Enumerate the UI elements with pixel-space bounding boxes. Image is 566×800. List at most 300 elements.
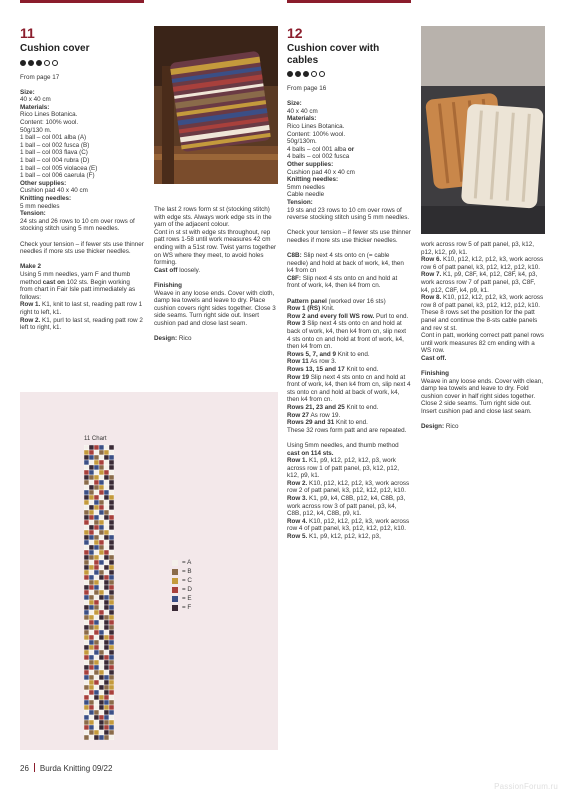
- row-text: K1, purl to last st, reading patt row 2 left to right, k1.: [20, 316, 143, 332]
- chart-cell: [99, 565, 104, 570]
- chart-cell: [94, 625, 99, 630]
- chart-cell: [109, 575, 114, 580]
- chart-cell: [94, 445, 99, 450]
- chart-cell: [109, 725, 114, 730]
- chart-cell: [89, 730, 94, 735]
- chart-cell: [104, 735, 109, 740]
- chart-cell: [94, 455, 99, 460]
- chart-cell: [89, 445, 94, 450]
- difficulty-dot: [36, 60, 42, 66]
- row-text: Knit to end.: [337, 350, 370, 358]
- chart-cell: [84, 670, 89, 675]
- chart-cell: [104, 715, 109, 720]
- chart-cell: [89, 700, 94, 705]
- chart-cell: [89, 580, 94, 585]
- chart-cell: [99, 590, 104, 595]
- chart-cell: [89, 630, 94, 635]
- chart-cell: [109, 545, 114, 550]
- material-or: or: [347, 145, 355, 153]
- chart-cell: [99, 720, 104, 725]
- chart-cell: [84, 630, 89, 635]
- chart-cell: [104, 670, 109, 675]
- chart-cell: [84, 655, 89, 660]
- chart-cell: [84, 565, 89, 570]
- chart-cell: [94, 475, 99, 480]
- chart-cell: [109, 660, 114, 665]
- chart-cell: [89, 655, 94, 660]
- cast-off-label: Cast off: [154, 266, 178, 274]
- chart-cell: [94, 655, 99, 660]
- chart-cell: [109, 615, 114, 620]
- other-supplies-heading: Other supplies:: [287, 160, 334, 168]
- row-label: Row 1 (RS): [287, 305, 321, 313]
- chart-cell: [99, 640, 104, 645]
- row-text: Slip next 4 sts onto cn and hold at front of work, k4, then k4 from cn, slip next 4 sts onto cn and hold at back of work, k4, then k4 from cn.: [287, 373, 411, 404]
- chart-cell: [84, 525, 89, 530]
- chart-cell: [104, 710, 109, 715]
- design-label: Design:: [154, 335, 178, 343]
- difficulty-dot: [52, 60, 58, 66]
- chart-cells: [84, 445, 114, 740]
- chart-cell: [104, 595, 109, 600]
- row-text: Knit to end.: [336, 419, 368, 427]
- chart-cell: [109, 465, 114, 470]
- chart-cell: [104, 615, 109, 620]
- row-text: K1, p9, k4, C8B, p12, k4, C8B, p3, work across row 3 of patt panel, p3, k4, C8B, p12, k4, C8B, p9, k1.: [287, 495, 406, 518]
- chart-cell: [109, 565, 114, 570]
- chart-cell: [89, 520, 94, 525]
- chart-cell: [94, 530, 99, 535]
- chart-cell: [94, 700, 99, 705]
- chart-cell: [104, 530, 109, 535]
- panel-note: (worked over 16 sts): [328, 297, 386, 305]
- chart-cell: [89, 690, 94, 695]
- chart-cell: [99, 570, 104, 575]
- chart-cell: [84, 555, 89, 560]
- legend-label: = A: [182, 558, 192, 566]
- row-label: Row 1.: [20, 301, 41, 309]
- chart-cell: [104, 650, 109, 655]
- row-label: Row 7.: [421, 271, 442, 279]
- legend-swatch: [172, 578, 178, 584]
- repeat-note: These 32 rows form patt and are repeated.: [287, 426, 407, 434]
- legend-item: [172, 585, 192, 594]
- tension-heading: Tension:: [287, 198, 313, 206]
- fair-isle-chart: [84, 445, 114, 740]
- chart-cell: [104, 630, 109, 635]
- chart-cell: [104, 665, 109, 670]
- difficulty-dot: [295, 71, 301, 77]
- material-line: 1 ball – col 004 rubra (D): [20, 157, 90, 165]
- row-2: [20, 317, 144, 332]
- chart-cell: [99, 705, 104, 710]
- material-line: 50g/130m.: [287, 138, 317, 146]
- legend-item: [172, 567, 192, 576]
- tension-value: 19 sts and 23 rows to 10 cm over rows of reverse stocking stitch using 5 mm needles.: [287, 206, 410, 222]
- chart-cell: [104, 730, 109, 735]
- chart-cell: [84, 640, 89, 645]
- chart-cell: [94, 635, 99, 640]
- chart-cell: [94, 675, 99, 680]
- chart-cell: [84, 500, 89, 505]
- chart-cell: [89, 715, 94, 720]
- legend-swatch: [172, 587, 178, 593]
- chart-cell: [99, 580, 104, 585]
- chart-cell: [99, 555, 104, 560]
- legend-label: = D: [182, 585, 192, 593]
- chart-cell: [94, 560, 99, 565]
- chart-cell: [109, 460, 114, 465]
- chart-cell: [94, 610, 99, 615]
- watermark: PassionForum.ru: [494, 782, 558, 791]
- chart-cell: [99, 730, 104, 735]
- pattern-text: Cont in patt, working correct patt panel rows until work measures 82 cm ending with a WS row.: [421, 332, 544, 355]
- chart-cell: [89, 485, 94, 490]
- chart-cell: [84, 450, 89, 455]
- row-label: Row 6.: [421, 256, 442, 264]
- chart-cell: [84, 490, 89, 495]
- chart-cell: [99, 540, 104, 545]
- chart-cell: [89, 570, 94, 575]
- chart-cell: [109, 675, 114, 680]
- chart-cell: [99, 475, 104, 480]
- pattern-title: Cushion cover: [20, 43, 90, 54]
- make-text: [20, 271, 144, 301]
- legend-label: = B: [182, 567, 192, 575]
- chart-cell: [94, 585, 99, 590]
- chart-cell: [99, 715, 104, 720]
- row-label: Row 11: [287, 358, 309, 366]
- chart-cell: [84, 485, 89, 490]
- chart-cell: [89, 620, 94, 625]
- material-text: 4 balls – col 001 alba: [287, 145, 347, 153]
- chart-cell: [84, 470, 89, 475]
- chart-cell: [104, 640, 109, 645]
- chart-cell: [104, 680, 109, 685]
- size-heading: Size:: [20, 88, 35, 96]
- chart-cell: [109, 525, 114, 530]
- chart-cell: [104, 675, 109, 680]
- chart-cell: [94, 505, 99, 510]
- chart-cell: [109, 695, 114, 700]
- chart-cell: [99, 525, 104, 530]
- chart-cell: [94, 620, 99, 625]
- row-text: K1, p9, k12, p12, k12, p3,: [309, 533, 381, 541]
- chart-cell: [89, 545, 94, 550]
- chart-cell: [94, 525, 99, 530]
- chart-cell: [84, 545, 89, 550]
- chart-cell: [94, 645, 99, 650]
- pattern-number: 11: [20, 25, 35, 41]
- chart-cell: [99, 490, 104, 495]
- row-label: Rows 21, 23 and 25: [287, 403, 345, 411]
- chart-cell: [94, 515, 99, 520]
- chart-cell: [89, 650, 94, 655]
- other-supplies-value: Cushion pad 40 x 40 cm: [287, 168, 355, 176]
- chart-cell: [84, 715, 89, 720]
- chart-cell: [99, 700, 104, 705]
- finishing-heading: Finishing: [421, 370, 449, 378]
- chart-cell: [99, 625, 104, 630]
- size-value: 40 x 40 cm: [287, 107, 318, 115]
- row-text: As row 19.: [310, 411, 341, 419]
- chart-cell: [99, 560, 104, 565]
- legend-swatch: [172, 605, 178, 611]
- tension-value: 24 sts and 26 rows to 10 cm over rows of stocking stitch using 5 mm needles.: [20, 217, 135, 233]
- chart-cell: [84, 705, 89, 710]
- legend-item: [172, 603, 192, 612]
- chart-cell: [89, 625, 94, 630]
- chart-cell: [84, 455, 89, 460]
- chart-cell: [104, 600, 109, 605]
- legend-item: [172, 576, 192, 585]
- chart-cell: [89, 710, 94, 715]
- chart-cell: [94, 550, 99, 555]
- chart-cell: [94, 470, 99, 475]
- make-heading: Make 2: [20, 263, 42, 271]
- chart-cell: [109, 480, 114, 485]
- row-text: K10, p12, k12, p12, k3, work across row 6 of patt panel, k3, p12, k12, p12, k10.: [421, 256, 544, 271]
- legend-swatch: [172, 596, 178, 602]
- chart-cell: [104, 505, 109, 510]
- row-text: K10, p12, k12, p12, k3, work across row 8 of patt panel, k3, p12, k12, p12, k10.: [421, 294, 544, 309]
- chart-cell: [84, 610, 89, 615]
- chart-cell: [104, 555, 109, 560]
- chart-cell: [89, 660, 94, 665]
- chart-cell: [84, 460, 89, 465]
- chart-cell: [94, 580, 99, 585]
- chart-cell: [104, 585, 109, 590]
- chart-title: 11 Chart: [84, 436, 107, 442]
- chart-cell: [109, 475, 114, 480]
- chart-cell: [99, 505, 104, 510]
- chart-cell: [104, 605, 109, 610]
- chart-cell: [84, 735, 89, 740]
- chart-cell: [109, 620, 114, 625]
- chart-cell: [104, 515, 109, 520]
- row-label: Row 3: [287, 320, 306, 328]
- chart-cell: [84, 550, 89, 555]
- chart-legend: [172, 558, 192, 612]
- chart-cell: [84, 620, 89, 625]
- page-number: 26: [20, 764, 29, 773]
- chart-cell: [94, 595, 99, 600]
- chart-cell: [109, 590, 114, 595]
- pattern-title-line: cables: [287, 54, 319, 66]
- row-label: Row 19: [287, 373, 310, 381]
- chart-cell: [94, 665, 99, 670]
- chart-cell: [104, 485, 109, 490]
- chart-cell: [84, 535, 89, 540]
- chart-cell: [104, 490, 109, 495]
- make-text-a: Using 5 mm needles, yarn F and thumb method: [20, 270, 131, 286]
- chart-cell: [94, 605, 99, 610]
- chart-cell: [99, 605, 104, 610]
- chart-cell: [84, 725, 89, 730]
- chart-cell: [109, 505, 114, 510]
- materials-heading: Materials:: [20, 103, 50, 111]
- legend-label: = E: [182, 594, 192, 602]
- chart-cell: [109, 645, 114, 650]
- chart-cell: [84, 645, 89, 650]
- chart-cell: [99, 675, 104, 680]
- difficulty-dot: [303, 71, 309, 77]
- chart-cell: [99, 510, 104, 515]
- chart-cell: [109, 470, 114, 475]
- chart-cell: [94, 495, 99, 500]
- chart-panel: [20, 392, 278, 750]
- row-label: Rows 13, 15 and 17: [287, 365, 345, 373]
- striped-cushion-illustration: [154, 26, 278, 184]
- needles-value: 5mm needles: [287, 183, 325, 191]
- row-text: Slip next 4 sts onto cn and hold at back of work, k4, then k4 from cn, slip next 4 sts onto cn and hold at front of work, k4, then k4 from cn.: [287, 320, 406, 351]
- row-text: Purl to end.: [376, 312, 409, 320]
- design-value: Rico: [445, 423, 459, 431]
- material-line: 4 balls – col 002 fusca: [287, 153, 350, 161]
- chart-cell: [89, 540, 94, 545]
- legend-item: [172, 558, 192, 567]
- pattern-12-column: [287, 26, 411, 541]
- material-line: 1 ball – col 005 violacea (E): [20, 164, 98, 172]
- row-label: Row 27: [287, 411, 310, 419]
- chart-cell: [109, 640, 114, 645]
- chart-cell: [109, 535, 114, 540]
- chart-cell: [109, 655, 114, 660]
- chart-cell: [84, 605, 89, 610]
- chart-cell: [89, 490, 94, 495]
- chart-cell: [89, 605, 94, 610]
- chart-cell: [109, 450, 114, 455]
- chart-cell: [89, 470, 94, 475]
- chart-cell: [94, 520, 99, 525]
- chart-cell: [109, 485, 114, 490]
- chart-cell: [109, 665, 114, 670]
- pattern-title-line: Cushion cover with: [287, 43, 380, 54]
- chart-cell: [84, 685, 89, 690]
- row-label: Row 2.: [20, 316, 41, 324]
- row-label: Row 4.: [287, 517, 308, 525]
- chart-cell: [84, 560, 89, 565]
- chart-cell: [89, 575, 94, 580]
- chart-cell: [109, 720, 114, 725]
- materials-heading: Materials:: [287, 115, 317, 123]
- chart-cell: [109, 530, 114, 535]
- row-label: Row 2 and every foll WS row.: [287, 312, 375, 320]
- chart-cell: [89, 640, 94, 645]
- chart-cell: [104, 560, 109, 565]
- chart-cell: [89, 465, 94, 470]
- chart-cell: [84, 665, 89, 670]
- chart-cell: [94, 540, 99, 545]
- design-label: Design:: [421, 423, 445, 431]
- chart-cell: [89, 675, 94, 680]
- chart-cell: [109, 595, 114, 600]
- chart-cell: [94, 650, 99, 655]
- chart-cell: [94, 450, 99, 455]
- chart-cell: [104, 635, 109, 640]
- chart-cell: [109, 510, 114, 515]
- chart-cell: [84, 515, 89, 520]
- chart-cell: [89, 455, 94, 460]
- chart-cell: [84, 675, 89, 680]
- chart-cell: [89, 680, 94, 685]
- difficulty-rating: [20, 60, 144, 67]
- row-text: Knit to end.: [346, 365, 379, 373]
- chart-cell: [104, 470, 109, 475]
- chart-cell: [89, 695, 94, 700]
- chart-cell: [104, 700, 109, 705]
- chart-cell: [94, 705, 99, 710]
- chart-cell: [89, 590, 94, 595]
- chart-cell: [99, 710, 104, 715]
- chart-cell: [94, 485, 99, 490]
- chart-cell: [84, 530, 89, 535]
- material-line: Content: 100% wool.: [20, 119, 79, 127]
- chart-cell: [99, 480, 104, 485]
- chart-cell: [99, 725, 104, 730]
- cast-on-label: cast on: [42, 278, 65, 286]
- page-footer: [20, 763, 112, 774]
- chart-cell: [84, 475, 89, 480]
- chart-cell: [94, 575, 99, 580]
- chart-cell: [109, 705, 114, 710]
- chart-cell: [104, 565, 109, 570]
- cable-cushion-illustration: [421, 26, 545, 234]
- chart-cell: [104, 465, 109, 470]
- chart-cell: [104, 610, 109, 615]
- legend-swatch: [172, 560, 178, 566]
- chart-cell: [94, 730, 99, 735]
- chart-cell: [89, 500, 94, 505]
- chart-cell: [94, 510, 99, 515]
- make-text-b: Begin working from chart in Fair Isle patt immediately as follows:: [20, 278, 136, 301]
- chart-cell: [99, 450, 104, 455]
- pattern-11-column: [20, 26, 144, 332]
- chart-cell: [109, 550, 114, 555]
- chart-cell: [109, 520, 114, 525]
- from-page: From page 17: [20, 73, 60, 81]
- cushion-photo-striped: [154, 26, 278, 184]
- row-text: Knit to end.: [346, 403, 379, 411]
- chart-cell: [94, 640, 99, 645]
- chart-cell: [94, 735, 99, 740]
- material-line: 1 ball – col 001 alba (A): [20, 134, 87, 142]
- chart-cell: [89, 530, 94, 535]
- cushion-photo-cables: [421, 26, 545, 234]
- chart-cell: [99, 655, 104, 660]
- footer-divider: [34, 763, 35, 772]
- chart-cell: [89, 720, 94, 725]
- pattern-text: The last 2 rows form st st (stocking stitch) with edge sts. Always work edge sts in the yarn of the adjacent colour.: [154, 206, 272, 229]
- cast-off-label: Cast off.: [421, 354, 447, 362]
- chart-cell: [94, 680, 99, 685]
- chart-cell: [84, 690, 89, 695]
- material-line: Content: 100% wool.: [287, 130, 346, 138]
- chart-cell: [109, 570, 114, 575]
- chart-cell: [99, 615, 104, 620]
- chart-cell: [94, 490, 99, 495]
- chart-cell: [99, 645, 104, 650]
- chart-cell: [89, 670, 94, 675]
- row-text: K1, knit to last st, reading patt row 1 right to left, k1.: [20, 301, 143, 316]
- finishing-heading: Finishing: [154, 281, 182, 289]
- chart-cell: [94, 570, 99, 575]
- chart-cell: [94, 670, 99, 675]
- chart-cell: [104, 580, 109, 585]
- other-supplies-heading: Other supplies:: [20, 179, 67, 187]
- chart-cell: [109, 455, 114, 460]
- chart-cell: [99, 530, 104, 535]
